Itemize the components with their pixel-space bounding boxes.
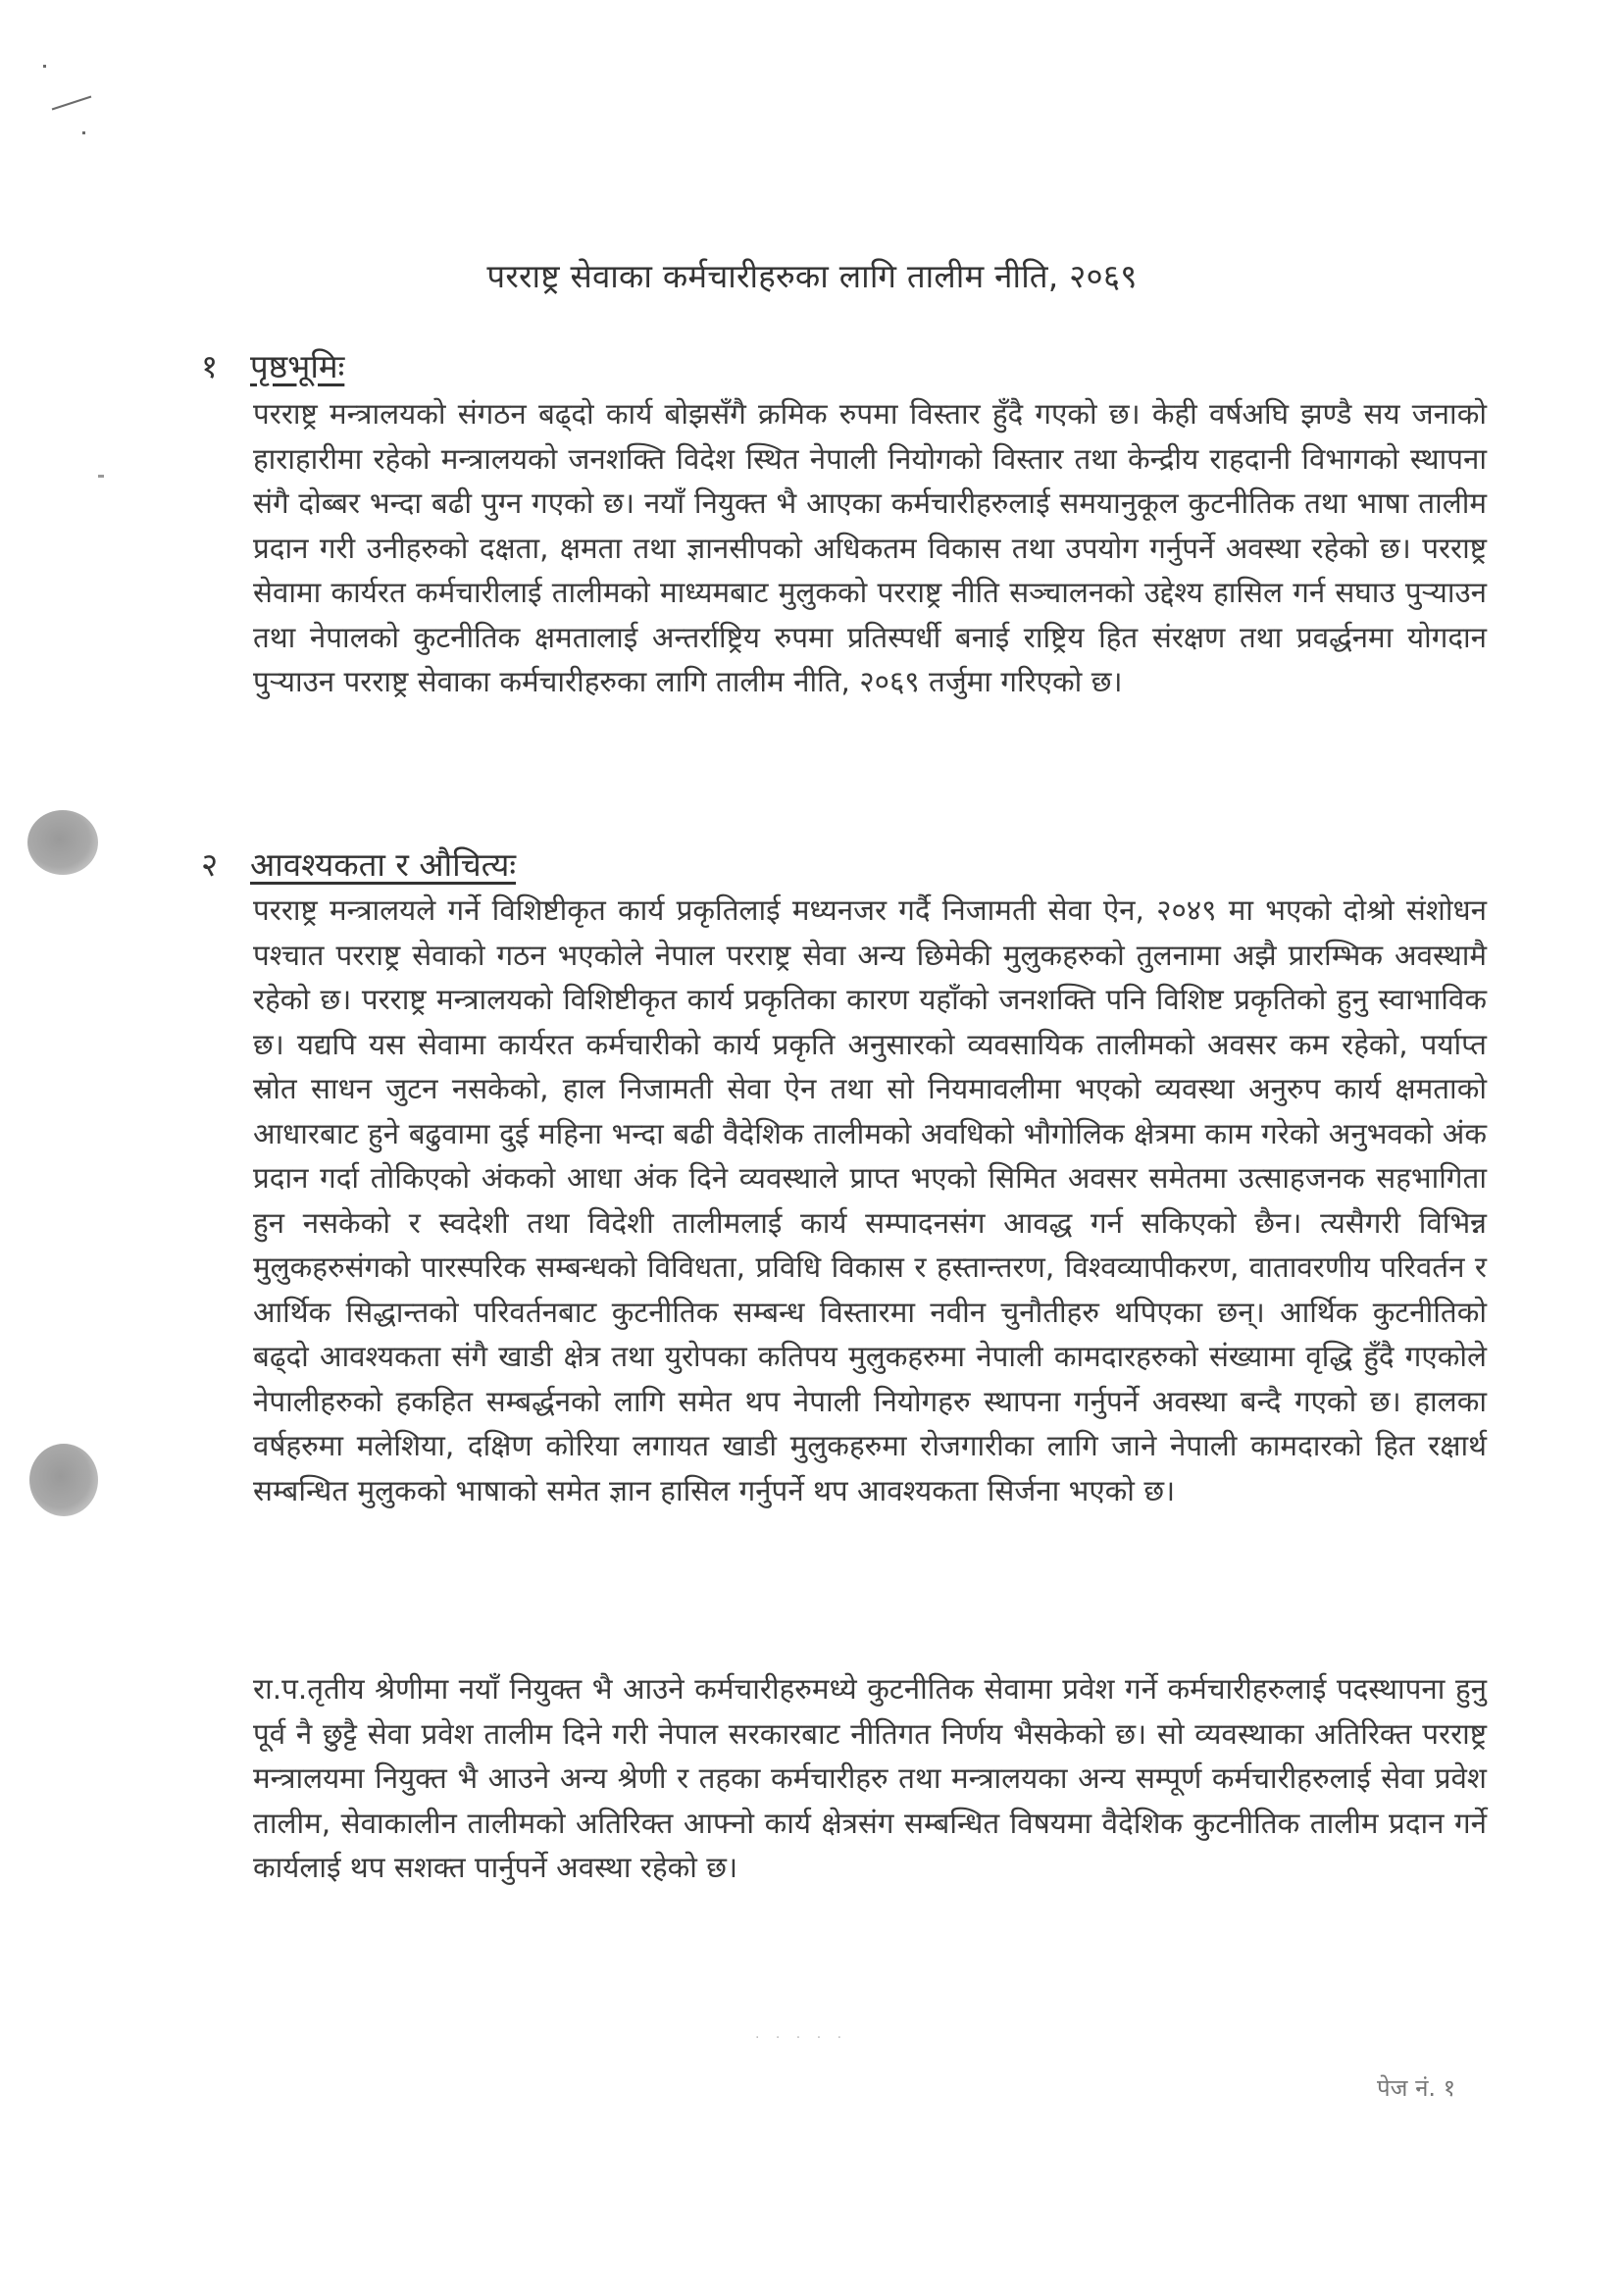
scan-mark [82, 131, 85, 134]
document-title: परराष्ट्र सेवाका कर्मचारीहरुका लागि तालीम नीति, २०६९ [486, 257, 1138, 295]
paragraph-justification-1: परराष्ट्र मन्त्रालयले गर्ने विशिष्टीकृत कार्य प्रकृतिलाई मध्यनजर गर्दै निजामती सेवा ऐन, २०४९ मा भएको दोश्रो संशोधन पश्चात परराष्ट्र सेवाको गठन भएकोले नेपाल परराष्ट्र सेवा अन्य छिमेकी मुलुकहरुको तुलनामा अझै प्रारम्भिक अवस्थामै रहेको छ। परराष्ट्र मन्त्रालयको विशिष्टीकृत कार्य प्रकृतिका कारण यहाँको जनशक्ति पनि विशिष्ट प्रकृतिको हुनु स्वाभाविक छ। यद्यपि यस सेवामा कार्यरत कर्मचारीको कार्य प्रकृति अनुसारको व्यवसायिक तालीमको अवसर कम रहेको, पर्याप्त स्रोत साधन जुटन नसकेको, हाल निजामती सेवा ऐन तथा सो नियमावलीमा भएको व्यवस्था अनुरुप कार्य क्षमताको आधारबाट हुने बढुवामा दुई महिना भन्दा बढी वैदेशिक तालीमको अवधिको भौगोलिक क्षेत्रमा काम गरेको अनुभवको अंक प्रदान गर्दा तोकिएको अंकको आधा अंक दिने व्यवस्थाले प्राप्त भएको सिमित अवसर समेतमा उत्साहजनक सहभागिता हुन नसकेको र स्वदेशी तथा विदेशी तालीमलाई कार्य सम्पादनसंग आवद्ध गर्न सकिएको छैन। त्यसैगरी विभिन्न मुलुकहरुसंगको पारस्परिक सम्बन्धको विविधता, प्रविधि विकास र हस्तान्तरण, विश्वव्यापीकरण, वातावरणीय परिवर्तन र आर्थिक सिद्धान्तको परिवर्तनबाट कुटनीतिक सम्बन्ध विस्तारमा नवीन चुनौतीहरु थपिएका छन्। आर्थिक कुटनीतिको बढ्दो आवश्यकता संगै खाडी क्षेत्र तथा युरोपका कतिपय मुलुकहरुमा नेपाली कामदारहरुको संख्यामा वृद्धि हुँदै गएकोले नेपालीहरुको हकहित सम्बर्द्धनको लागि समेत थप नेपाली नियोगहरु स्थापना गर्नुपर्ने अवस्था बन्दै गएको छ। हालका वर्षहरुमा मलेशिया, दक्षिण कोरिया लगायत खाडी मुलुकहरुमा रोजगारीका लागि जाने नेपाली कामदारको हित रक्षार्थ सम्बन्धित मुलुकको भाषाको समेत ज्ञान हासिल गर्नुपर्ने थप आवश्यकता सिर्जना भएको छ। [253, 893, 1487, 1507]
paragraph-background: परराष्ट्र मन्त्रालयको संगठन बढ्दो कार्य बोझसँगै क्रमिक रुपमा विस्तार हुँदै गएको छ। केही वर्षअघि झण्डै सय जनाको हाराहारीमा रहेको मन्त्रालयको जनशक्ति विदेश स्थित नेपाली नियोगको विस्तार तथा केन्द्रीय राहदानी विभागको स्थापना संगै दोब्बर भन्दा बढी पुग्न गएको छ। नयाँ नियुक्त भै आएका कर्मचारीहरुलाई समयानुकूल कुटनीतिक तथा भाषा तालीम प्रदान गरी उनीहरुको दक्षता, क्षमता तथा ज्ञानसीपको अधिकतम विकास तथा उपयोग गर्नुपर्ने अवस्था रहेको छ। परराष्ट्र सेवामा कार्यरत कर्मचारीलाई तालीमको माध्यमबाट मुलुकको परराष्ट्र नीति सञ्चालनको उद्देश्य हासिल गर्न सघाउ पुऱ्याउन तथा नेपालको कुटनीतिक क्षमतालाई अन्तर्राष्ट्रिय रुपमा प्रतिस्पर्धी बनाई राष्ट्रिय हित संरक्षण तथा प्रवर्द्धनमा योगदान पुऱ्याउन परराष्ट्र सेवाका कर्मचारीहरुका लागि तालीम नीति, २०६९ तर्जुमा गरिएको छ। [253, 397, 1487, 698]
scan-mark [52, 96, 92, 111]
section-number: २ [201, 845, 219, 884]
scan-mark [98, 475, 104, 478]
scan-noise: · · · · · [755, 2030, 848, 2046]
ink-blot [27, 810, 98, 875]
paragraph-justification-2: रा.प.तृतीय श्रेणीमा नयाँ नियुक्त भै आउने कर्मचारीहरुमध्ये कुटनीतिक सेवामा प्रवेश गर्ने कर्मचारीहरुलाई पदस्थापना हुनु पूर्व नै छुट्टै सेवा प्रवेश तालीम दिने गरी नेपाल सरकारबाट नीतिगत निर्णय भैसकेको छ। सो व्यवस्थाका अतिरिक्त परराष्ट्र मन्त्रालयमा नियुक्त भै आउने अन्य श्रेणी र तहका कर्मचारीहरु तथा मन्त्रालयका अन्य सम्पूर्ण कर्मचारीहरुलाई सेवा प्रवेश तालीम, सेवाकालीन तालीमको अतिरिक्त आफ्नो कार्य क्षेत्रसंग सम्बन्धित विषयमा वैदेशिक कुटनीतिक तालीम प्रदान गर्ने कार्यलाई थप सशक्त पार्नुपर्ने अवस्था रहेको छ। [253, 1672, 1487, 1884]
section-title: आवश्यकता र औचित्यः [250, 845, 517, 884]
scan-mark [43, 65, 46, 68]
page-number: पेज नं. १ [1377, 2074, 1456, 2102]
section-heading-justification [201, 842, 516, 886]
section-title: पृष्ठभूमिः [250, 347, 345, 385]
section-number: १ [201, 347, 219, 385]
ink-blot [29, 1444, 98, 1516]
section-heading-background [201, 343, 344, 387]
